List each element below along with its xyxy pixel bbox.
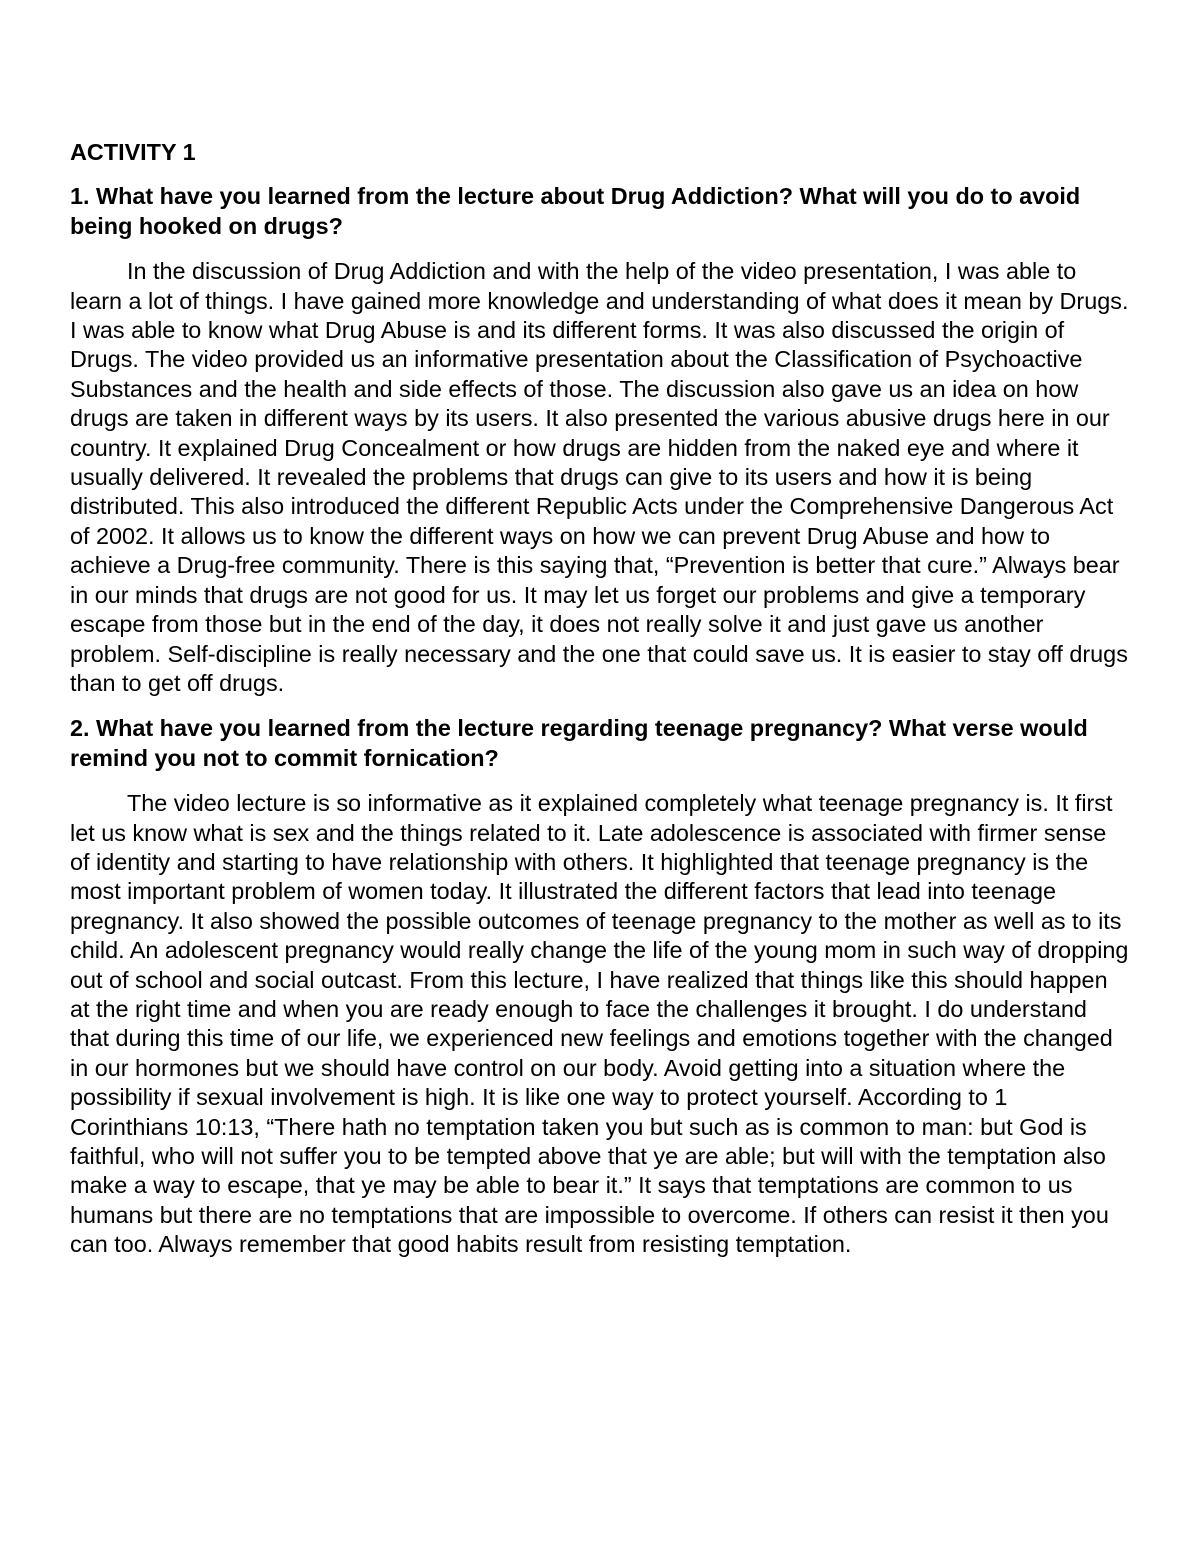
answer-1: In the discussion of Drug Addiction and with the help of the video presentation, I was able to learn a lot of things. I have gained more knowledge and understanding of what does it mean by Drugs. I was able to know what Drug Abuse is and its different forms. It was also discussed the origin of Drugs. The video provided us an informative presentation about the Classification of Psychoactive Substances and the health and side effects of those. The discussion also gave us an idea on how drugs are taken in different ways by its users. It also presented the various abusive drugs here in our country. It explained Drug Concealment or how drugs are hidden from the naked eye and where it usually delivered. It revealed the problems that drugs can give to its users and how it is being distributed. This also introduced the different Republic Acts under the Comprehensive Dangerous Act of 2002. It allows us to know the different ways on how we can prevent Drug Abuse and how to achieve a Drug-free community. There is this saying that, “Prevention is better that cure.” Always bear in our minds that drugs are not good for us. It may let us forget our problems and give a temporary escape from those but in the end of the day, it does not really solve it and just gave us another problem. Self-discipline is really necessary and the one that could save us. It is easier to stay off drugs than to get off drugs. xyxy=(70,258,1129,696)
question-2: 2. What have you learned from the lecture regarding teenage pregnancy? What verse would remind you not to commit fornication? xyxy=(70,715,1088,771)
answer-2: The video lecture is so informative as it explained completely what teenage pregnancy is. It first let us know what is sex and the things related to it. Late adolescence is associated with firmer sense of identity and starting to have relationship with others. It highlighted that teenage pregnancy is the most important problem of women today. It illustrated the different factors that lead into teenage pregnancy. It also showed the possible outcomes of teenage pregnancy to the mother as well as to its child. An adolescent pregnancy would really change the life of the young mom in such way of dropping out of school and social outcast. From this lecture, I have realized that things like this should happen at the right time and when you are ready enough to face the challenges it brought. I do understand that during this time of our life, we experienced new feelings and emotions together with the changed in our hormones but we should have control on our body. Avoid getting into a situation where the possibility if sexual involvement is high. It is like one way to protect yourself. According to 1 Corinthians 10:13, “There hath no temptation taken you but such as is common to man: but God is faithful, who will not suffer you to be tempted above that ye are able; but will with the temptation also make a way to escape, that ye may be able to bear it.” It says that temptations are common to us humans but there are no temptations that are impossible to overcome. If others can resist it then you can too. Always remember that good habits result from resisting temptation. xyxy=(70,790,1129,1258)
question-1: 1. What have you learned from the lecture about Drug Addiction? What will you do to avoid being hooked on drugs? xyxy=(70,183,1081,239)
activity-title: ACTIVITY 1 xyxy=(70,139,196,165)
